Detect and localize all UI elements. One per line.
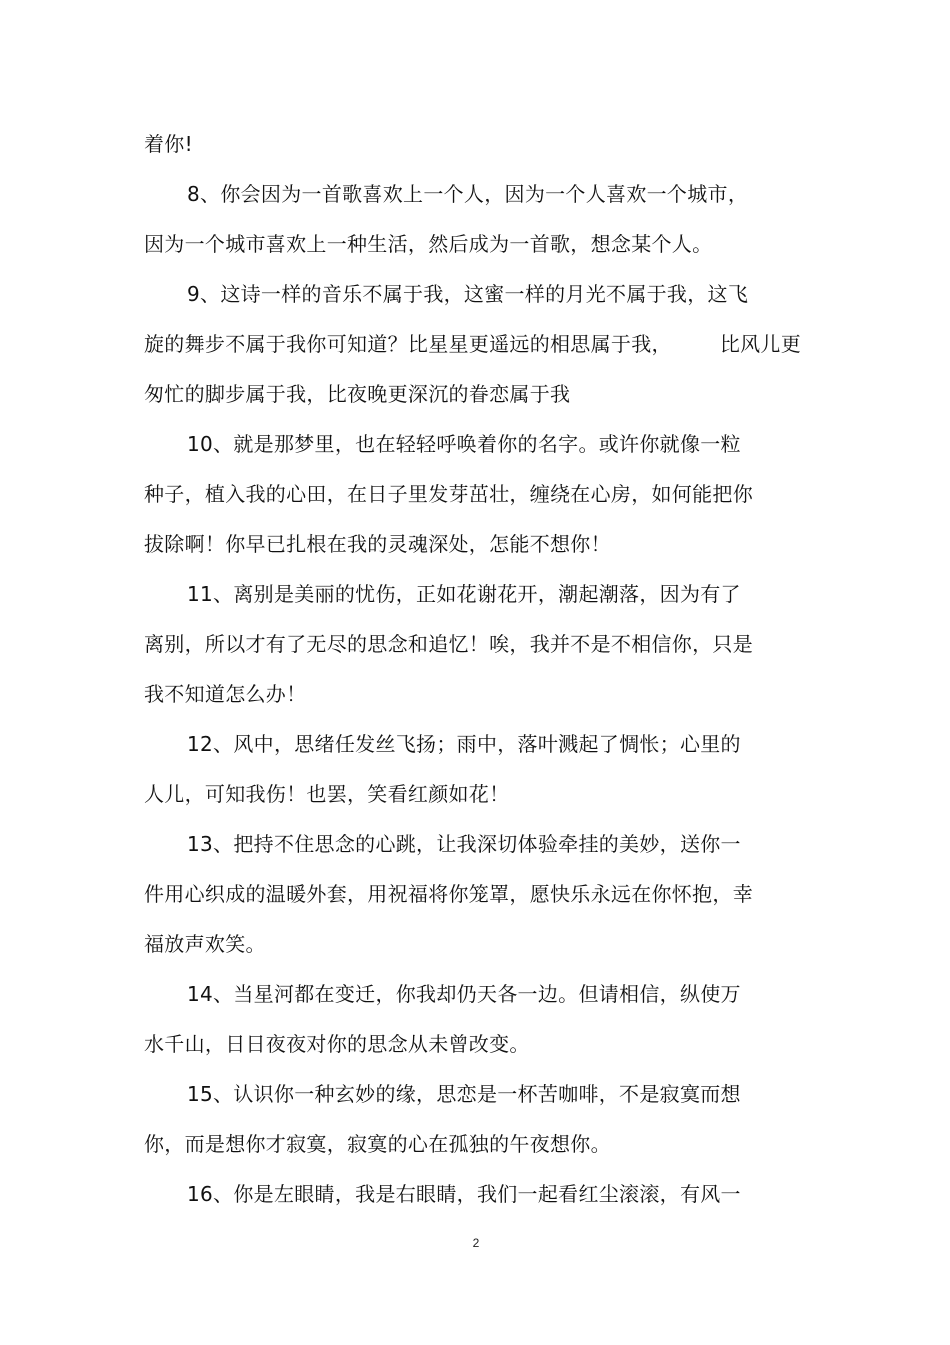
paragraph-15-line-2: 你，而是想你才寂寞，寂寞的心在孤独的午夜想你。 xyxy=(144,1132,611,1156)
paragraph-13-line-3: 福放声欢笑。 xyxy=(144,932,266,956)
page-number: 2 xyxy=(472,1236,480,1250)
paragraph-11-line-1: 11、离别是美丽的忧伤，正如花谢花开，潮起潮落，因为有了 xyxy=(187,582,741,606)
paragraph-9-line-2-part-1: 旋的舞步不属于我你可知道？比星星更遥远的相思属于我， xyxy=(144,332,672,356)
paragraph-16-line-1: 16、你是左眼睛，我是右眼睛，我们一起看红尘滚滚，有风一 xyxy=(187,1182,741,1206)
paragraph-14-line-2: 水千山，日日夜夜对你的思念从未曾改变。 xyxy=(144,1032,530,1056)
paragraph-15-line-1: 15、认识你一种玄妙的缘，思恋是一杯苦咖啡，不是寂寞而想 xyxy=(187,1082,741,1106)
paragraph-9-line-2 xyxy=(144,331,801,357)
paragraph-14-line-1: 14、当星河都在变迁，你我却仍天各一边。但请相信，纵使万 xyxy=(187,982,741,1006)
paragraph-9-line-3: 匆忙的脚步属于我，比夜晚更深沉的眷恋属于我 xyxy=(144,382,571,406)
paragraph-line: 着你! xyxy=(144,132,193,156)
paragraph-8-line-2: 因为一个城市喜欢上一种生活，然后成为一首歌，想念某个人。 xyxy=(144,232,713,256)
paragraph-11-line-3: 我不知道怎么办！ xyxy=(144,682,307,706)
paragraph-11-line-2: 离别，所以才有了无尽的思念和追忆！唉，我并不是不相信你，只是 xyxy=(144,632,753,656)
paragraph-9-line-1: 9、这诗一样的音乐不属于我，这蜜一样的月光不属于我，这飞 xyxy=(187,282,749,306)
paragraph-12-line-2: 人儿，可知我伤！也罢，笑看红颜如花！ xyxy=(144,782,510,806)
paragraph-10-line-3: 拔除啊！你早已扎根在我的灵魂深处，怎能不想你！ xyxy=(144,532,611,556)
paragraph-10-line-2: 种子，植入我的心田，在日子里发芽茁壮，缠绕在心房，如何能把你 xyxy=(144,482,753,506)
paragraph-13-line-1: 13、把持不住思念的心跳，让我深切体验牵挂的美妙，送你一 xyxy=(187,832,741,856)
paragraph-12-line-1: 12、风中，思绪任发丝飞扬；雨中，落叶溅起了惆怅；心里的 xyxy=(187,732,741,756)
paragraph-10-line-1: 10、就是那梦里，也在轻轻呼唤着你的名字。或许你就像一粒 xyxy=(187,432,741,456)
paragraph-13-line-2: 件用心织成的温暖外套，用祝福将你笼罩，愿快乐永远在你怀抱，幸 xyxy=(144,882,753,906)
paragraph-8-line-1: 8、你会因为一首歌喜欢上一个人，因为一个人喜欢一个城市， xyxy=(187,182,749,206)
paragraph-9-line-2-part-2: 比风儿更 xyxy=(719,332,802,356)
